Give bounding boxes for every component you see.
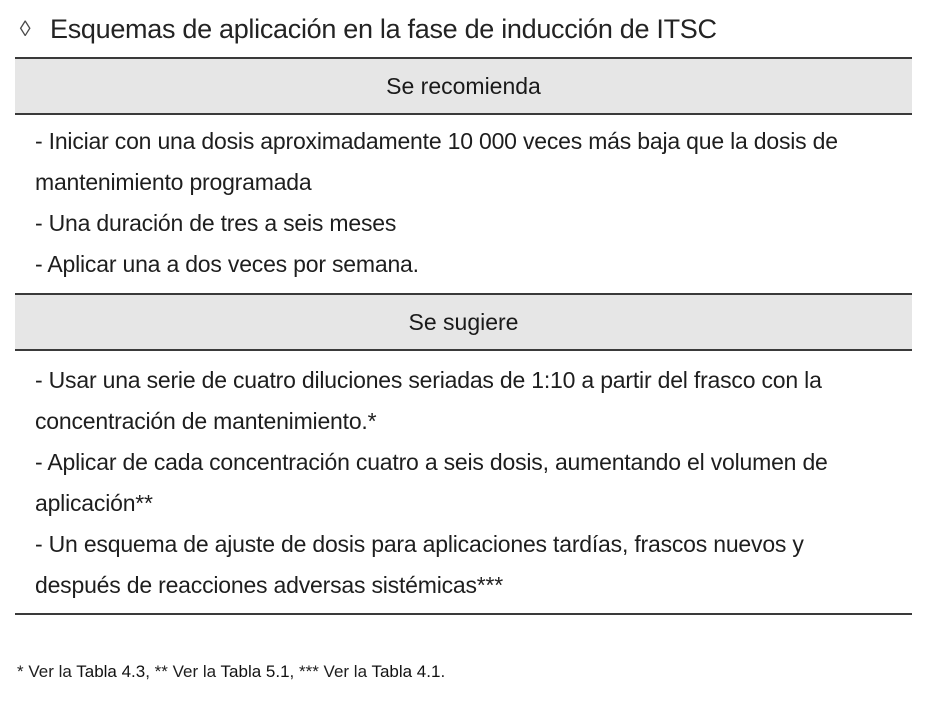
footnote-text: * Ver la	[17, 662, 77, 681]
list-item: - Usar una serie de cuatro diluciones seriadas de 1:10 a partir del frasco con la concentración de mantenimiento.*	[35, 367, 822, 434]
section-header-suggested: Se sugiere	[15, 293, 912, 351]
list-item: - Iniciar con una dosis aproximadamente 10 000 veces más baja que la dosis de mantenimiento programada	[35, 128, 838, 195]
induction-schemes-table	[15, 57, 912, 615]
list-item: - Aplicar de cada concentración cuatro a seis dosis, aumentando el volumen de aplicación**	[35, 449, 828, 516]
table-reference-link: Tabla 5.1	[220, 662, 290, 681]
list-item: - Un esquema de ajuste de dosis para aplicaciones tardías, frascos nuevos y después de reacciones adversas sistémicas***	[35, 531, 804, 598]
list-item: - Aplicar una a dos veces por semana.	[35, 251, 419, 277]
footnote	[17, 662, 445, 682]
section-body-recommended	[15, 115, 912, 293]
section-body-suggested	[15, 351, 912, 615]
table-reference-link: Tabla 4.1	[371, 662, 441, 681]
diamond-outline-icon: ◊	[19, 16, 31, 41]
page-title-text: Esquemas de aplicación en la fase de inducción de ITSC	[50, 13, 717, 44]
page-title	[14, 8, 717, 50]
section-header-recommended: Se recomienda	[15, 57, 912, 115]
suggested-list	[35, 360, 892, 606]
footnote-text: .	[440, 662, 446, 681]
footnote-text: , ** Ver la	[145, 662, 221, 681]
recommended-list	[35, 121, 892, 285]
list-item: - Una duración de tres a seis meses	[35, 210, 397, 236]
table-reference-link: Tabla 4.3	[76, 662, 146, 681]
footnote-text: , *** Ver la	[289, 662, 372, 681]
